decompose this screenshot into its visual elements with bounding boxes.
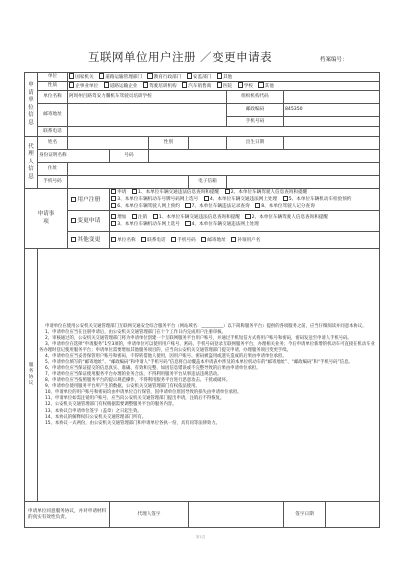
unit-agreement-statement: 申请单位同意服务协议，并对申请材料的真实有效性负责。 xyxy=(25,502,110,528)
sub-option[interactable]: 3、本单位车辆机动车号牌号码网上选号 xyxy=(111,197,198,202)
applicant-mobile-label: 手机号码 xyxy=(227,117,284,127)
sub-option[interactable]: 1、本单位车辆交通违法信息查询和提醒 xyxy=(153,215,240,220)
agreement-clause: 4、申请单位应当妥善保管用户账号和密码，不得转借他人使用，因用户账号、密码被盗用或遗失造成的后果由申请单位承担。 xyxy=(45,354,287,360)
sub-option[interactable]: 6、本单位车辆驾驶人网上预约 xyxy=(111,204,180,209)
nature-option[interactable]: 汽车销售商 xyxy=(182,84,211,89)
org-code-field[interactable] xyxy=(284,91,380,104)
sub-option[interactable]: 4、本单位车辆交通违法网上处理 xyxy=(204,197,277,202)
id-number-field[interactable] xyxy=(149,150,380,163)
id-number-label: 号码 xyxy=(110,150,149,163)
checkbox-icon[interactable] xyxy=(99,73,104,78)
sub-option[interactable]: 3、本单位车辆机动车网上选号 xyxy=(111,222,180,227)
sign-date-field[interactable] xyxy=(326,502,380,528)
agent-signature-field[interactable] xyxy=(189,502,284,528)
email-field[interactable] xyxy=(227,176,380,189)
checkbox-icon[interactable] xyxy=(171,237,176,242)
unit-option[interactable]: 教育行政部门 xyxy=(147,75,181,80)
checkbox-icon[interactable] xyxy=(69,73,74,78)
postal-code-label: 邮政编码 xyxy=(227,104,284,117)
applicant-section-label: 申请单位信息 xyxy=(25,73,38,137)
unit-options[interactable] xyxy=(68,73,380,82)
sub-option[interactable]: 联系电话 xyxy=(141,238,166,243)
agent-name-field[interactable] xyxy=(68,137,149,150)
agreement-clause: 1、申请单位应当在注册申请后，由公安机关交通管理部门在十个工作日内完成用户注册审核。 xyxy=(45,329,226,335)
agent-section-label: 代理人信息 xyxy=(25,137,38,189)
sub-option[interactable]: 1、本单位车辆交通违法信息查询和提醒 xyxy=(132,190,219,195)
registration-sub-options[interactable] xyxy=(110,189,380,211)
checkbox-icon[interactable] xyxy=(104,82,109,87)
other-change-sub-options[interactable] xyxy=(110,232,380,249)
unit-name-label: 单位名称 xyxy=(38,91,68,104)
agent-mobile-field[interactable] xyxy=(68,176,189,189)
address-label: 邮寄地址 xyxy=(38,104,68,127)
agreement-clause: 6、申请单位应当保证提交的信息真实、准确、有效和完整，如因信息错误或不完整导致的后果由申请单位承担。 xyxy=(45,366,261,372)
sign-date-label: 签字日期 xyxy=(284,502,326,528)
gender-label: 性别 xyxy=(149,137,189,150)
checkbox-icon[interactable] xyxy=(231,237,236,242)
checkbox-icon[interactable] xyxy=(111,237,116,242)
checkbox-icon[interactable] xyxy=(71,197,76,202)
form-title: 互联网单位用户注册 ／变更申请表 xyxy=(88,50,273,64)
gender-field[interactable] xyxy=(189,137,227,150)
nature-option[interactable]: 医院 xyxy=(217,84,232,89)
checkbox-icon[interactable] xyxy=(258,82,263,87)
agreement-clause: 3、申请单位在选择“申请服务”1至3项的，申请单位可以使用用户账号、密码、手机号码登录互联网服务平台，办理相关业务；今后申请单位新增的机动车可直接在机动车业务办理时登记使用服务平台；申请单位需要增加其他服务项目的，应当向公安机关交通管理部门提交申请，办理服务项目变更手续。 xyxy=(39,342,375,354)
other-change-option[interactable]: 其他变更 xyxy=(68,232,110,249)
agreement-clause: 10、申请单位的用户账号和密码均由申请单位自行保管，因申请单位原因导致的损失由申请单位承担。 xyxy=(45,390,242,396)
application-form xyxy=(24,72,380,528)
nature-option[interactable]: 驾驶培训机构 xyxy=(143,84,177,89)
sub-option[interactable]: 申请 xyxy=(111,190,126,195)
checkbox-icon[interactable] xyxy=(132,214,137,219)
postal-code-value[interactable]: 845350 xyxy=(284,104,380,117)
nature-option[interactable]: 学校 xyxy=(238,84,253,89)
checkbox-icon[interactable] xyxy=(153,214,158,219)
email-label: 电子信箱 xyxy=(189,176,227,189)
checkbox-icon[interactable] xyxy=(143,82,148,87)
checkbox-icon[interactable] xyxy=(141,237,146,242)
checkbox-icon[interactable] xyxy=(132,189,137,194)
unit-option[interactable]: 道路运输管理部门 xyxy=(99,75,142,80)
sub-option[interactable]: 2、本单位车辆驾驶人信息查询和提醒 xyxy=(245,215,328,220)
agent-mobile-label: 手机号码 xyxy=(38,176,68,189)
sub-option[interactable]: 5、本单位车辆机动车检验预约 xyxy=(283,197,352,202)
archive-number-label: 档案编号： xyxy=(320,57,348,63)
checkbox-icon[interactable] xyxy=(111,203,116,208)
contact-phone-label: 联系电话 xyxy=(38,127,68,137)
change-request-option[interactable]: 变更申请 xyxy=(68,211,110,232)
birth-date-field[interactable] xyxy=(284,137,380,150)
agent-signature-label: 代理人签字 xyxy=(110,502,189,528)
unit-option[interactable]: 其他 xyxy=(217,75,232,80)
sub-option[interactable]: 注销 xyxy=(132,215,147,220)
checkbox-icon[interactable] xyxy=(187,73,192,78)
checkbox-icon[interactable] xyxy=(111,189,116,194)
checkbox-icon[interactable] xyxy=(147,73,152,78)
unit-label: 单位 xyxy=(38,73,68,82)
agreement-text xyxy=(38,249,380,502)
nature-label: 性质 xyxy=(38,82,68,91)
checkbox-icon[interactable] xyxy=(204,196,209,201)
unit-option[interactable]: 安监部门 xyxy=(187,75,212,80)
birth-date-label: 出生日期 xyxy=(227,137,284,150)
agreement-clause: 9、申请单位使用服务平台所产生的数据，公安机关交通管理部门有权依法使用。 xyxy=(45,384,200,390)
agreement-clause: 15、本协议一式两份，由公安机关交通管理部门和申请单位各执一份，具有同等法律效力。 xyxy=(45,420,220,426)
checkbox-icon[interactable] xyxy=(245,214,250,219)
checkbox-icon[interactable] xyxy=(69,82,74,87)
agreement-clause: 8、申请单位应当按照服务平台的提示规范操作，不得利用服务平台进行恶意攻击、干扰或破坏。 xyxy=(45,378,231,384)
agreement-clause: 2、审核通过的，公安机关交通管理部门将为申请单位创建一个互联网服务平台用户账号，并通过手机短信方式将用户账号和密码，密码发送至申请人手机号码。 xyxy=(45,335,352,341)
page-number: 第1页 xyxy=(196,535,206,539)
agreement-clause: 13、本协议自申请单位签字（盖章）之日起生效。 xyxy=(45,408,142,414)
checkbox-icon[interactable] xyxy=(71,218,76,223)
change-sub-options[interactable] xyxy=(110,211,380,232)
agreement-clause: 11、申请单位如需注销用户账号，应当向公安机关交通管理部门提出申请，注销后不得恢复。 xyxy=(45,396,225,402)
sub-option[interactable]: 单位名称 xyxy=(111,238,136,243)
nature-option[interactable]: 企事业单位 xyxy=(69,84,98,89)
applicant-mobile-field[interactable] xyxy=(284,117,380,127)
contact-phone-field[interactable] xyxy=(68,127,380,137)
agreement-clause: 14、本协议的解释权归公安机关交通管理部门所有。 xyxy=(45,414,147,420)
checkbox-icon[interactable] xyxy=(111,221,116,226)
checkbox-icon[interactable] xyxy=(185,221,190,226)
sub-option[interactable]: 手机号码 xyxy=(171,238,196,243)
checkbox-icon[interactable] xyxy=(111,214,116,219)
checkbox-icon[interactable] xyxy=(238,82,243,87)
checkbox-icon[interactable] xyxy=(185,203,190,208)
checkbox-icon[interactable] xyxy=(217,82,222,87)
agreement-clause: 7、申请单位应当保证使用服务平台办理的业务合法，不得利用服务平台从事违法违规活动。 xyxy=(45,372,222,378)
sub-option[interactable]: 4、本单位车辆交通违法网上处理 xyxy=(185,222,258,227)
agreement-section-label: 服务协议 xyxy=(25,249,38,502)
checkbox-icon[interactable] xyxy=(111,196,116,201)
agent-name-label: 姓名 xyxy=(38,137,68,150)
sub-option[interactable]: 增加 xyxy=(111,215,126,220)
checkbox-icon[interactable] xyxy=(201,237,206,242)
checkbox-icon[interactable] xyxy=(225,189,230,194)
user-registration-option[interactable]: 用户注册 xyxy=(68,189,110,211)
unit-option[interactable]: 国家机关 xyxy=(69,75,94,80)
checkbox-icon[interactable] xyxy=(255,203,260,208)
sub-option[interactable]: 补领用户名 xyxy=(231,238,260,243)
nature-option[interactable]: 道路运输企业 xyxy=(104,84,138,89)
org-code-label: 组织机构代码 xyxy=(227,91,284,104)
address-field[interactable] xyxy=(68,104,227,127)
sub-option[interactable]: 2、本单位车辆驾驶人信息查询和提醒 xyxy=(225,190,308,195)
checkbox-icon[interactable] xyxy=(182,82,187,87)
checkbox-icon[interactable] xyxy=(217,73,222,78)
nature-option[interactable]: 其他 xyxy=(258,84,273,89)
agreement-clause: 5、申请单位填写的“邮寄地址”、“邮政编码”和申请人“手机号码”信息将自动覆盖本申请表中涉及的本单位机动车的“邮寄地址”、“邮政编码”和“手机号码”信息。 xyxy=(45,360,353,366)
unit-name-value[interactable]: 阿坝州百路驾安力馨机车驾驶员培训学校 xyxy=(68,91,227,104)
agreement-clause: 12、公安机关交通管理部门有权根据需要调整服务平台的服务内容。 xyxy=(45,402,177,408)
request-section-label: 申请事项 xyxy=(25,189,68,249)
checkbox-icon[interactable] xyxy=(283,196,288,201)
sub-option[interactable]: 邮寄地址 xyxy=(201,238,226,243)
agent-address-label: 住址 xyxy=(38,163,68,176)
nature-options[interactable] xyxy=(68,82,380,91)
agent-address-field[interactable] xyxy=(68,163,380,176)
agreement-intro: 申请单位在使用公安机关交通管理部门互联网交通安全综合服务平台（网站域名：__________）以下简称服务平台）提供的各项服务之前，应当仔细阅读并同意本协议。 xyxy=(45,323,367,329)
id-type-label: 身份证明名称 xyxy=(38,150,110,163)
sub-option[interactable]: 7、本单位车辆违法记录查询 xyxy=(185,204,249,209)
checkbox-icon[interactable] xyxy=(71,237,76,242)
sub-option[interactable]: 8、本单位驾驶人记分查询 xyxy=(255,204,315,209)
